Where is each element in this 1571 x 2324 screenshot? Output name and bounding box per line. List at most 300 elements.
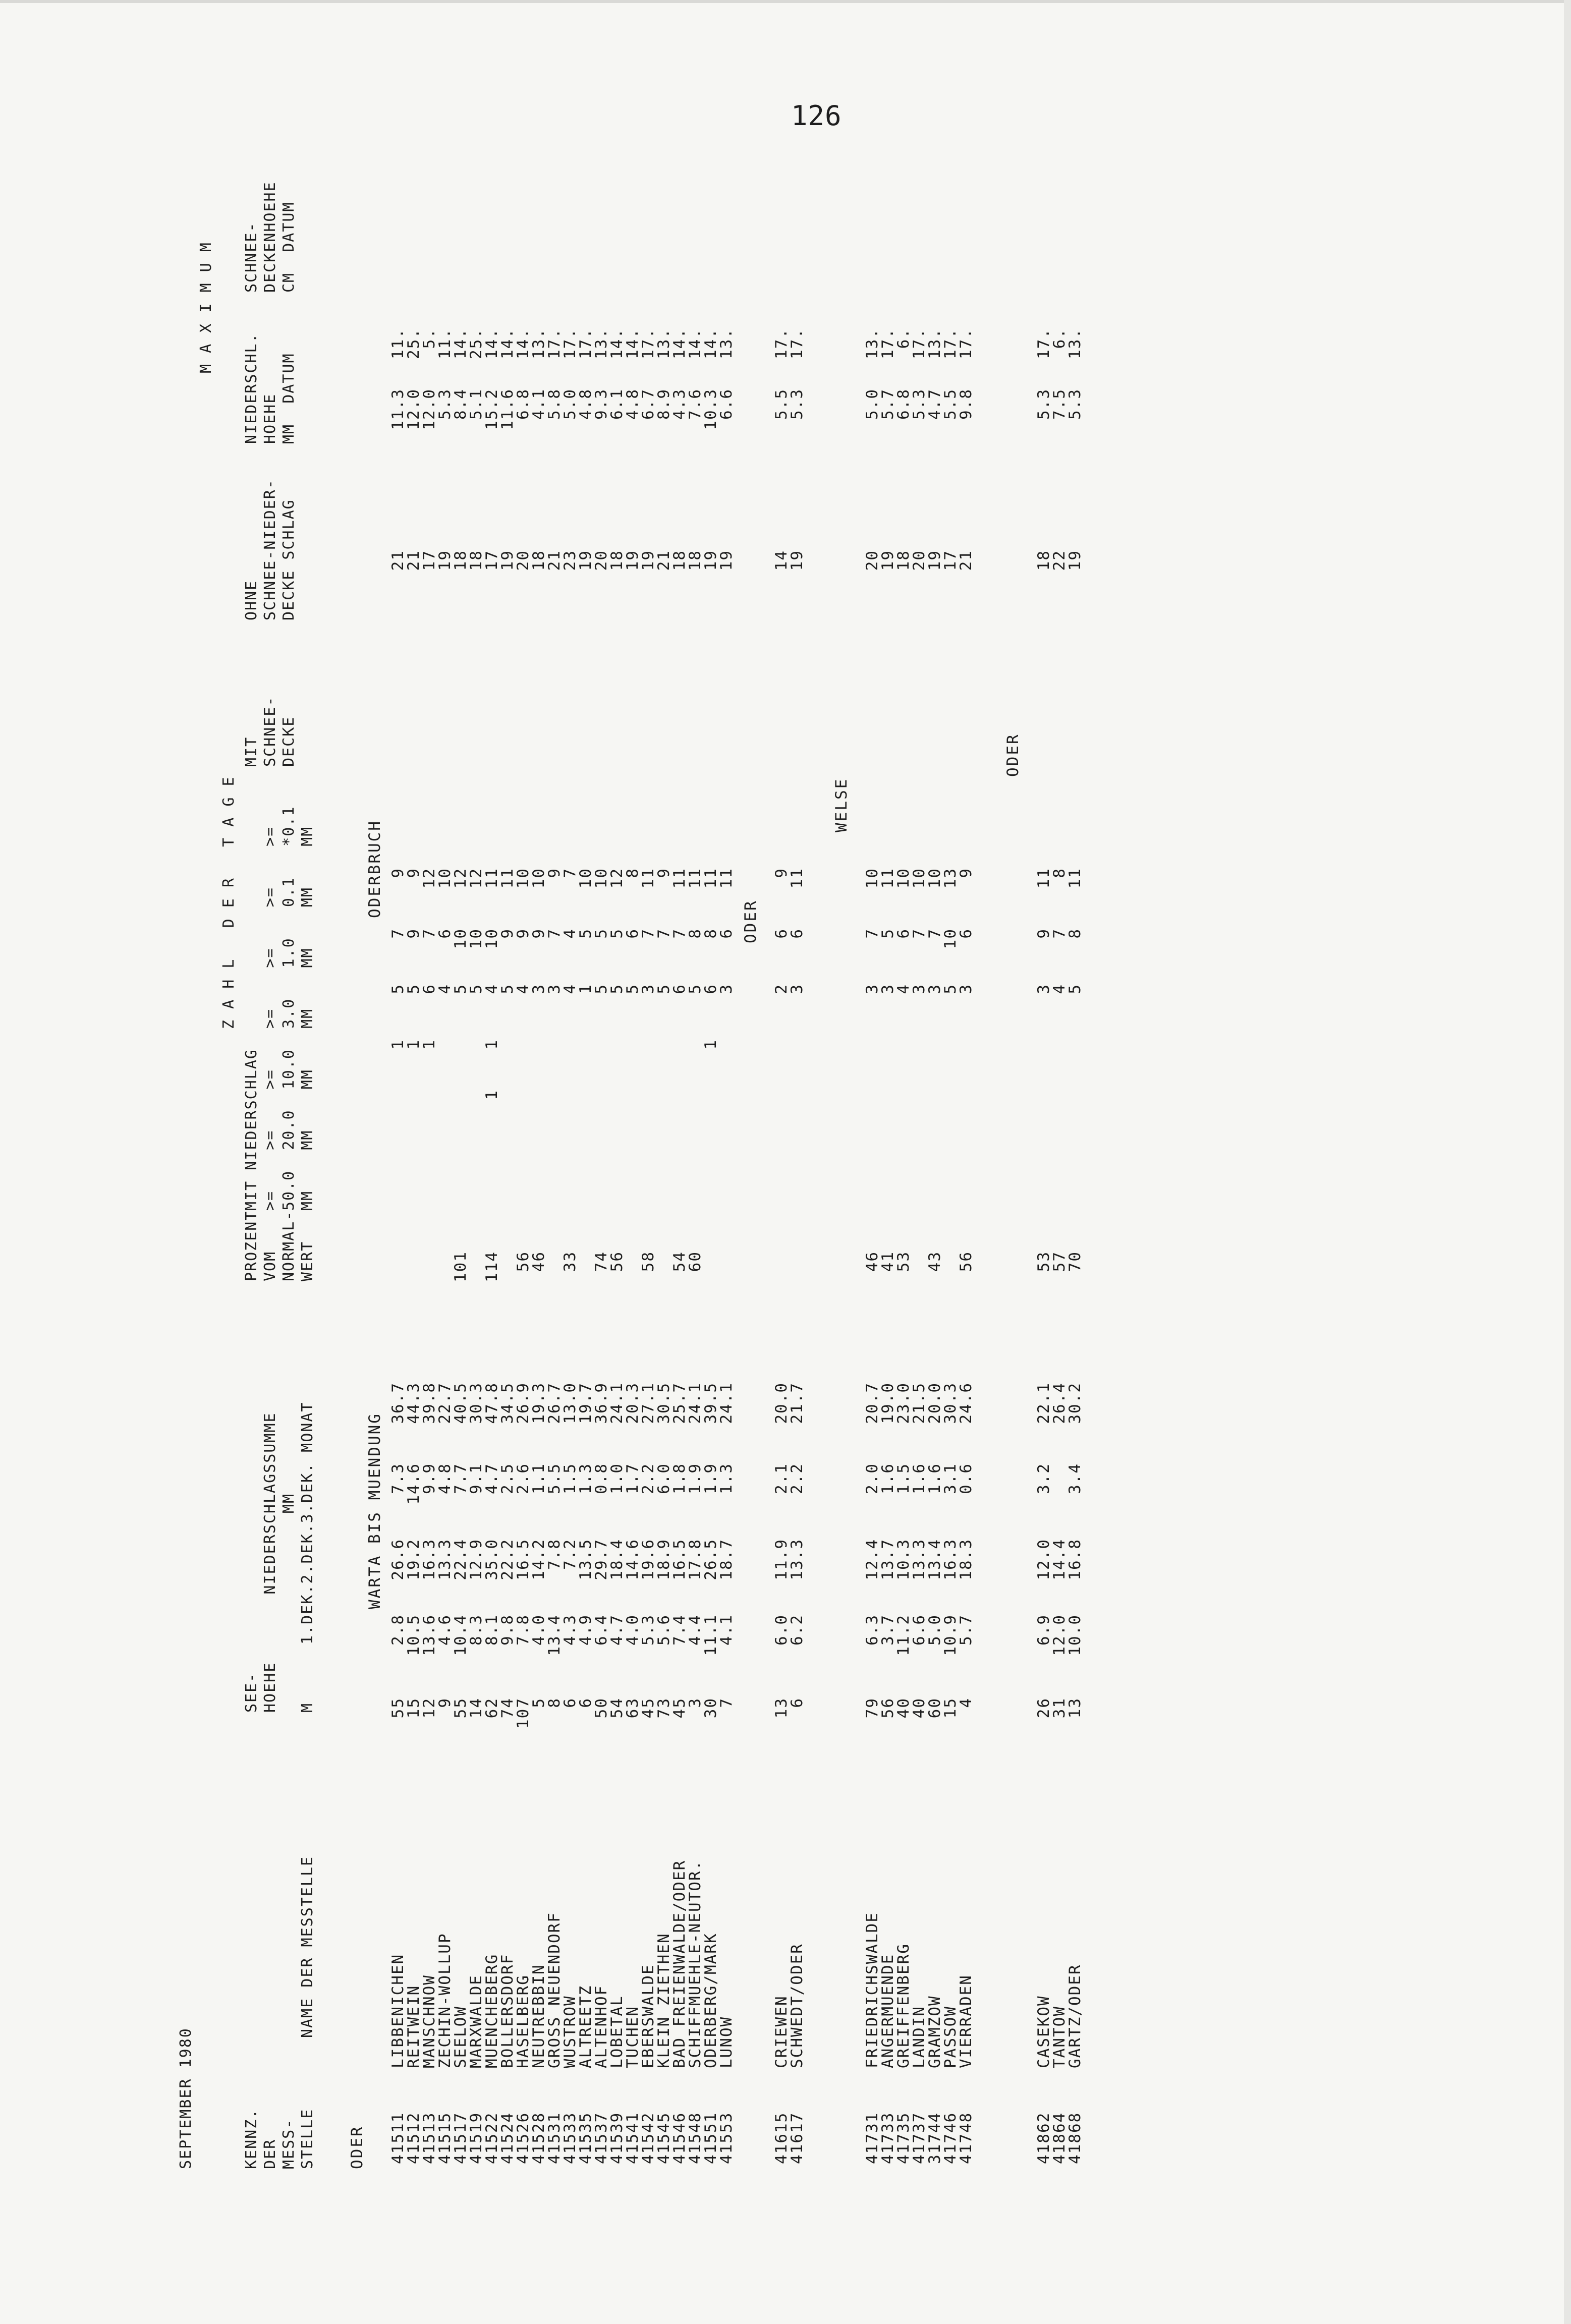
cell-n10: 1: [702, 1039, 720, 1050]
cell-id: 41731: [863, 2112, 881, 2164]
cell-n3: 4: [483, 984, 501, 994]
cell-name: HASELBERG: [514, 1974, 532, 2068]
cell-nd: 18: [1035, 550, 1053, 571]
cell-mx: 7.6: [686, 388, 704, 420]
cell-name: LANDIN: [910, 2006, 928, 2068]
cell-h: 107: [514, 1697, 532, 1729]
cell-d3: 0.8: [592, 1463, 610, 1494]
cell-nd: 18: [530, 550, 548, 571]
cell-d2: 26.5: [702, 1539, 720, 1580]
cell-name: VIERRADEN: [957, 1974, 975, 2068]
cell-n01: 8: [624, 868, 642, 878]
cell-d1: 10.0: [1066, 1614, 1084, 1656]
cell-d1: 5.6: [655, 1614, 673, 1646]
cell-n3: 3: [717, 984, 736, 994]
col-header-no-precip-days: OHNE SCHNEE-NIEDER- DECKE SCHLAG: [243, 479, 298, 620]
cell-mxd: 6.: [894, 328, 913, 349]
cell-d1: 5.7: [957, 1614, 975, 1646]
cell-mxd: 14.: [483, 328, 501, 359]
cell-nd: 21: [957, 550, 975, 571]
cell-n1: 7: [670, 928, 689, 939]
cell-h: 26: [1035, 1697, 1053, 1719]
cell-m: 27.1: [639, 1382, 657, 1424]
cell-name: SCHWEDT/ODER: [788, 1943, 806, 2068]
cell-nd: 18: [894, 550, 913, 571]
cell-n1: 6: [717, 928, 736, 939]
cell-nd: 19: [717, 550, 736, 571]
cell-n01: 10: [894, 868, 913, 889]
cell-d2: 12.9: [467, 1539, 485, 1580]
cell-mxd: 14.: [452, 328, 470, 359]
cell-h: 50: [592, 1697, 610, 1719]
cell-h: 40: [910, 1697, 928, 1719]
cell-name: ZECHIN-WOLLUP: [436, 1933, 454, 2068]
cell-n1: 8: [1066, 928, 1084, 939]
cell-m: 19.3: [530, 1382, 548, 1424]
cell-d2: 18.4: [608, 1539, 626, 1580]
cell-name: GARTZ/ODER: [1066, 1964, 1084, 2068]
cell-d2: 13.3: [788, 1539, 806, 1580]
cell-n01: 7: [561, 868, 579, 878]
cell-n1: 7: [389, 928, 407, 939]
cell-mx: 8.9: [655, 388, 673, 420]
cell-mxd: 14.: [702, 328, 720, 359]
cell-mx: 6.7: [639, 388, 657, 420]
cell-nd: 21: [405, 550, 423, 571]
section-title: WELSE: [832, 777, 851, 832]
cell-m: 26.9: [514, 1382, 532, 1424]
cell-n01: 11: [670, 868, 689, 889]
cell-mx: 12.0: [420, 388, 438, 430]
cell-d1: 4.3: [561, 1614, 579, 1646]
cell-mxd: 13.: [717, 328, 736, 359]
cell-n3: 6: [702, 984, 720, 994]
cell-d1: 13.4: [545, 1614, 564, 1656]
cell-d2: 19.2: [405, 1539, 423, 1580]
cell-nd: 18: [452, 550, 470, 571]
cell-n01: 13: [941, 868, 960, 889]
cell-name: TUCHEN: [624, 2006, 642, 2068]
cell-nd: 20: [592, 550, 610, 571]
cell-m: 24.6: [957, 1382, 975, 1424]
cell-mxd: 5.: [420, 328, 438, 349]
cell-mxd: 13.: [592, 328, 610, 359]
cell-id: 41539: [608, 2112, 626, 2164]
cell-n01: 10: [530, 868, 548, 889]
cell-d2: 18.9: [655, 1539, 673, 1580]
cell-id: 41528: [530, 2112, 548, 2164]
cell-p: 46: [530, 1251, 548, 1272]
cell-mx: 5.3: [436, 388, 454, 420]
cell-mxd: 14.: [670, 328, 689, 359]
cell-d3: 1.1: [530, 1463, 548, 1494]
cell-n1: 9: [1035, 928, 1053, 939]
cell-n01: 10: [577, 868, 595, 889]
cell-mxd: 14.: [514, 328, 532, 359]
cell-n3: 3: [910, 984, 928, 994]
cell-id: 41546: [670, 2112, 689, 2164]
section-subtitle: ODERBRUCH: [366, 820, 384, 918]
cell-nd: 19: [1066, 550, 1084, 571]
cell-mx: 4.8: [577, 388, 595, 420]
cell-n01: 11: [483, 868, 501, 889]
cell-p: 60: [686, 1251, 704, 1272]
cell-n01: 10: [592, 868, 610, 889]
cell-h: 12: [420, 1697, 438, 1719]
cell-h: 54: [608, 1697, 626, 1719]
cell-m: 44.3: [405, 1382, 423, 1424]
cell-d1: 11.2: [894, 1614, 913, 1656]
cell-id: 41519: [467, 2112, 485, 2164]
cell-n10: 1: [405, 1039, 423, 1050]
cell-id: 41512: [405, 2112, 423, 2164]
cell-n3: 5: [1066, 984, 1084, 994]
cell-n3: 5: [498, 984, 517, 994]
cell-d1: 8.3: [467, 1614, 485, 1646]
cell-n3: 3: [639, 984, 657, 994]
cell-h: 63: [624, 1697, 642, 1719]
cell-d2: 18.3: [957, 1539, 975, 1580]
cell-name: GROSS NEUENDORF: [545, 1912, 564, 2068]
cell-n01: 11: [1035, 868, 1053, 889]
cell-n01: 11: [879, 868, 897, 889]
cell-h: 7: [717, 1697, 736, 1708]
cell-nd: 19: [498, 550, 517, 571]
cell-n3: 5: [655, 984, 673, 994]
cell-name: KLEIN ZIETHEN: [655, 1933, 673, 2068]
cell-m: 20.0: [772, 1382, 791, 1424]
cell-mxd: 17.: [910, 328, 928, 359]
cell-n01: 11: [498, 868, 517, 889]
cell-n3: 5: [452, 984, 470, 994]
cell-nd: 17: [941, 550, 960, 571]
cell-d3: 2.6: [514, 1463, 532, 1494]
cell-m: 26.4: [1050, 1382, 1069, 1424]
cell-name: NEUTREBBIN: [530, 1964, 548, 2068]
cell-n01: 11: [1066, 868, 1084, 889]
cell-n01: 10: [926, 868, 944, 889]
cell-n01: 10: [863, 868, 881, 889]
cell-h: 15: [941, 1697, 960, 1719]
cell-n1: 8: [686, 928, 704, 939]
cell-d1: 6.9: [1035, 1614, 1053, 1646]
cell-nd: 18: [467, 550, 485, 571]
col-header-days-thresholds: >= >= >= >= >= >= >= 50.0 20.0 10.0 3.0 1.0 0.1 *0.1 MM MM MM MM MM MM MM: [261, 806, 316, 1211]
cell-n1: 7: [910, 928, 928, 939]
cell-name: GRAMZOW: [926, 1995, 944, 2068]
cell-name: CASEKOW: [1035, 1995, 1053, 2068]
cell-mx: 5.5: [941, 388, 960, 420]
cell-d1: 4.6: [436, 1614, 454, 1646]
cell-id: 41531: [545, 2112, 564, 2164]
cell-p: 74: [592, 1251, 610, 1272]
cell-d3: 1.6: [879, 1463, 897, 1494]
cell-nd: 19: [624, 550, 642, 571]
cell-m: 19.7: [577, 1382, 595, 1424]
cell-n1: 5: [879, 928, 897, 939]
cell-n01: 9: [655, 868, 673, 878]
cell-d1: 4.0: [530, 1614, 548, 1646]
cell-mxd: 14.: [686, 328, 704, 359]
cell-m: 30.5: [655, 1382, 673, 1424]
cell-name: CRIEWEN: [772, 1995, 791, 2068]
cell-nd: 20: [863, 550, 881, 571]
cell-mx: 5.8: [545, 388, 564, 420]
cell-nd: 19: [702, 550, 720, 571]
cell-d1: 4.4: [686, 1614, 704, 1646]
cell-nd: 21: [389, 550, 407, 571]
cell-mx: 12.0: [405, 388, 423, 430]
cell-name: ANGERMUENDE: [879, 1953, 897, 2068]
cell-id: 41733: [879, 2112, 897, 2164]
cell-h: 56: [879, 1697, 897, 1719]
cell-d2: 17.8: [686, 1539, 704, 1580]
cell-d3: 7.3: [389, 1463, 407, 1494]
rotated-table-sheet: [166, 0, 1387, 2169]
cell-mxd: 13.: [863, 328, 881, 359]
cell-d1: 4.7: [608, 1614, 626, 1646]
cell-mx: 5.5: [772, 388, 791, 420]
cell-h: 13: [772, 1697, 791, 1719]
cell-name: PASSOW: [941, 2006, 960, 2068]
cell-m: 26.7: [545, 1382, 564, 1424]
cell-id: 41526: [514, 2112, 532, 2164]
cell-d3: 3.2: [1035, 1463, 1053, 1494]
cell-n3: 4: [514, 984, 532, 994]
cell-d3: 1.6: [926, 1463, 944, 1494]
cell-d1: 5.0: [926, 1614, 944, 1646]
cell-h: 14: [467, 1697, 485, 1719]
cell-d2: 7.8: [545, 1539, 564, 1570]
cell-id: 41541: [624, 2112, 642, 2164]
cell-d1: 6.2: [788, 1614, 806, 1646]
cell-id: 41737: [910, 2112, 928, 2164]
cell-n01: 9: [405, 868, 423, 878]
cell-h: 55: [389, 1697, 407, 1719]
cell-h: 6: [561, 1697, 579, 1708]
cell-id: 41522: [483, 2112, 501, 2164]
cell-mxd: 13.: [1066, 328, 1084, 359]
cell-mx: 5.0: [863, 388, 881, 420]
cell-nd: 19: [577, 550, 595, 571]
cell-name: EBERSWALDE: [639, 1964, 657, 2068]
cell-n1: 7: [655, 928, 673, 939]
cell-id: 41617: [788, 2112, 806, 2164]
cell-mxd: 13.: [926, 328, 944, 359]
cell-nd: 19: [436, 550, 454, 571]
cell-nd: 17: [483, 550, 501, 571]
cell-m: 13.0: [561, 1382, 579, 1424]
cell-mx: 4.8: [624, 388, 642, 420]
cell-d2: 14.4: [1050, 1539, 1069, 1580]
cell-mxd: 17.: [561, 328, 579, 359]
cell-d2: 13.4: [926, 1539, 944, 1580]
cell-mxd: 11.: [436, 328, 454, 359]
cell-p: 58: [639, 1251, 657, 1272]
cell-h: 6: [788, 1697, 806, 1708]
cell-nd: 21: [545, 550, 564, 571]
cell-mx: 4.7: [926, 388, 944, 420]
cell-id: 41535: [577, 2112, 595, 2164]
cell-mx: 4.1: [530, 388, 548, 420]
cell-n1: 9: [514, 928, 532, 939]
cell-n1: 9: [498, 928, 517, 939]
cell-p: 114: [483, 1251, 501, 1282]
cell-d3: 2.0: [863, 1463, 881, 1494]
cell-n01: 9: [545, 868, 564, 878]
cell-m: 23.0: [894, 1382, 913, 1424]
cell-nd: 19: [926, 550, 944, 571]
cell-n1: 7: [926, 928, 944, 939]
cell-id: 41553: [717, 2112, 736, 2164]
cell-mx: 15.2: [483, 388, 501, 430]
cell-mx: 11.6: [498, 388, 517, 430]
cell-id: 41517: [452, 2112, 470, 2164]
col-header-elevation: SEE- HOEHE M: [243, 1662, 316, 1713]
cell-m: 21.5: [910, 1382, 928, 1424]
cell-n01: 11: [717, 868, 736, 889]
cell-mx: 7.5: [1050, 388, 1069, 420]
cell-h: 55: [452, 1697, 470, 1719]
cell-d3: 1.6: [910, 1463, 928, 1494]
cell-name: MARXWALDE: [467, 1974, 485, 2068]
cell-d1: 4.9: [577, 1614, 595, 1646]
cell-mx: 4.3: [670, 388, 689, 420]
cell-n1: 6: [894, 928, 913, 939]
cell-name: BOLLERSDORF: [498, 1953, 517, 2068]
cell-d2: 22.2: [498, 1539, 517, 1580]
cell-n3: 3: [545, 984, 564, 994]
cell-id: 31744: [926, 2112, 944, 2164]
cell-n1: 6: [788, 928, 806, 939]
cell-mxd: 14.: [608, 328, 626, 359]
cell-n3: 6: [670, 984, 689, 994]
cell-mxd: 17.: [772, 328, 791, 359]
cell-name: ALTENHOF: [592, 1985, 610, 2068]
cell-h: 74: [498, 1697, 517, 1719]
cell-d1: 6.4: [592, 1614, 610, 1646]
cell-mx: 5.3: [788, 388, 806, 420]
cell-d3: 4.7: [483, 1463, 501, 1494]
cell-mxd: 25.: [467, 328, 485, 359]
cell-n3: 5: [608, 984, 626, 994]
cell-m: 21.7: [788, 1382, 806, 1424]
cell-n1: 5: [608, 928, 626, 939]
cell-m: 47.8: [483, 1382, 501, 1424]
cell-p: 53: [894, 1251, 913, 1272]
cell-n1: 6: [957, 928, 975, 939]
cell-d3: 9.9: [420, 1463, 438, 1494]
cell-h: 30: [702, 1697, 720, 1719]
cell-mx: 5.3: [910, 388, 928, 420]
cell-m: 25.7: [670, 1382, 689, 1424]
cell-mxd: 17.: [639, 328, 657, 359]
cell-name: MUENCHEBERG: [483, 1953, 501, 2068]
cell-n3: 1: [577, 984, 595, 994]
cell-d1: 6.3: [863, 1614, 881, 1646]
cell-n01: 10: [514, 868, 532, 889]
cell-mxd: 17.: [545, 328, 564, 359]
cell-d3: 1.0: [608, 1463, 626, 1494]
cell-m: 20.0: [926, 1382, 944, 1424]
cell-mxd: 17.: [941, 328, 960, 359]
col-header-maximum-group: M A X I M U M: [197, 242, 215, 373]
cell-n3: 3: [879, 984, 897, 994]
col-header-precip-sum: NIEDERSCHLAGSSUMME MM: [261, 1412, 298, 1595]
cell-mxd: 6.: [1050, 328, 1069, 349]
cell-n1: 7: [1050, 928, 1069, 939]
cell-h: 60: [926, 1697, 944, 1719]
cell-nd: 18: [608, 550, 626, 571]
cell-p: 46: [863, 1251, 881, 1272]
cell-id: 41545: [655, 2112, 673, 2164]
col-header-max-snow: SCHNEE- DECKENHOEHE CM DATUM: [243, 181, 298, 293]
cell-mxd: 11.: [389, 328, 407, 359]
cell-id: 41524: [498, 2112, 517, 2164]
cell-mx: 5.0: [561, 388, 579, 420]
cell-nd: 20: [910, 550, 928, 571]
col-header-percent: PROZENT VOM NORMAL- WERT: [243, 1210, 316, 1281]
cell-n01: 9: [957, 868, 975, 878]
cell-n1: 8: [702, 928, 720, 939]
cell-mxd: 17.: [879, 328, 897, 359]
cell-mx: 11.3: [389, 388, 407, 430]
cell-m: 36.9: [592, 1382, 610, 1424]
cell-d2: 12.0: [1035, 1539, 1053, 1580]
cell-d1: 13.6: [420, 1614, 438, 1656]
cell-n3: 5: [467, 984, 485, 994]
cell-m: 20.7: [863, 1382, 881, 1424]
cell-p: 56: [514, 1251, 532, 1272]
cell-name: LIBBENICHEN: [389, 1953, 407, 2068]
cell-mxd: 17.: [957, 328, 975, 359]
cell-d3: 1.9: [686, 1463, 704, 1494]
cell-d3: 2.2: [788, 1463, 806, 1494]
cell-h: 5: [530, 1697, 548, 1708]
cell-n10: 1: [420, 1039, 438, 1050]
cell-id: 41862: [1035, 2112, 1053, 2164]
cell-mx: 6.8: [514, 388, 532, 420]
cell-m: 39.5: [702, 1382, 720, 1424]
cell-nd: 14: [772, 550, 791, 571]
cell-id: 41551: [702, 2112, 720, 2164]
cell-n01: 8: [1050, 868, 1069, 878]
cell-n3: 6: [420, 984, 438, 994]
cell-d1: 4.1: [717, 1614, 736, 1646]
cell-d2: 12.4: [863, 1539, 881, 1580]
cell-nd: 17: [420, 550, 438, 571]
col-header-days-group: Z A H L D E R T A G E: [220, 776, 238, 1029]
cell-n10: 1: [483, 1039, 501, 1050]
cell-n01: 12: [420, 868, 438, 889]
cell-name: BAD FREIENWALDE/ODER: [670, 1859, 689, 2068]
cell-d2: 14.6: [624, 1539, 642, 1580]
cell-h: 40: [894, 1697, 913, 1719]
cell-mx: 9.8: [957, 388, 975, 420]
cell-d1: 12.0: [1050, 1614, 1069, 1656]
cell-p: 54: [670, 1251, 689, 1272]
cell-m: 20.3: [624, 1382, 642, 1424]
cell-d1: 11.1: [702, 1614, 720, 1656]
cell-n3: 4: [436, 984, 454, 994]
cell-nd: 20: [514, 550, 532, 571]
cell-mx: 6.8: [894, 388, 913, 420]
cell-name: MANSCHNOW: [420, 1974, 438, 2068]
cell-d3: 3.4: [1066, 1463, 1084, 1494]
cell-mx: 5.7: [879, 388, 897, 420]
cell-d2: 16.5: [514, 1539, 532, 1580]
cell-m: 24.1: [717, 1382, 736, 1424]
